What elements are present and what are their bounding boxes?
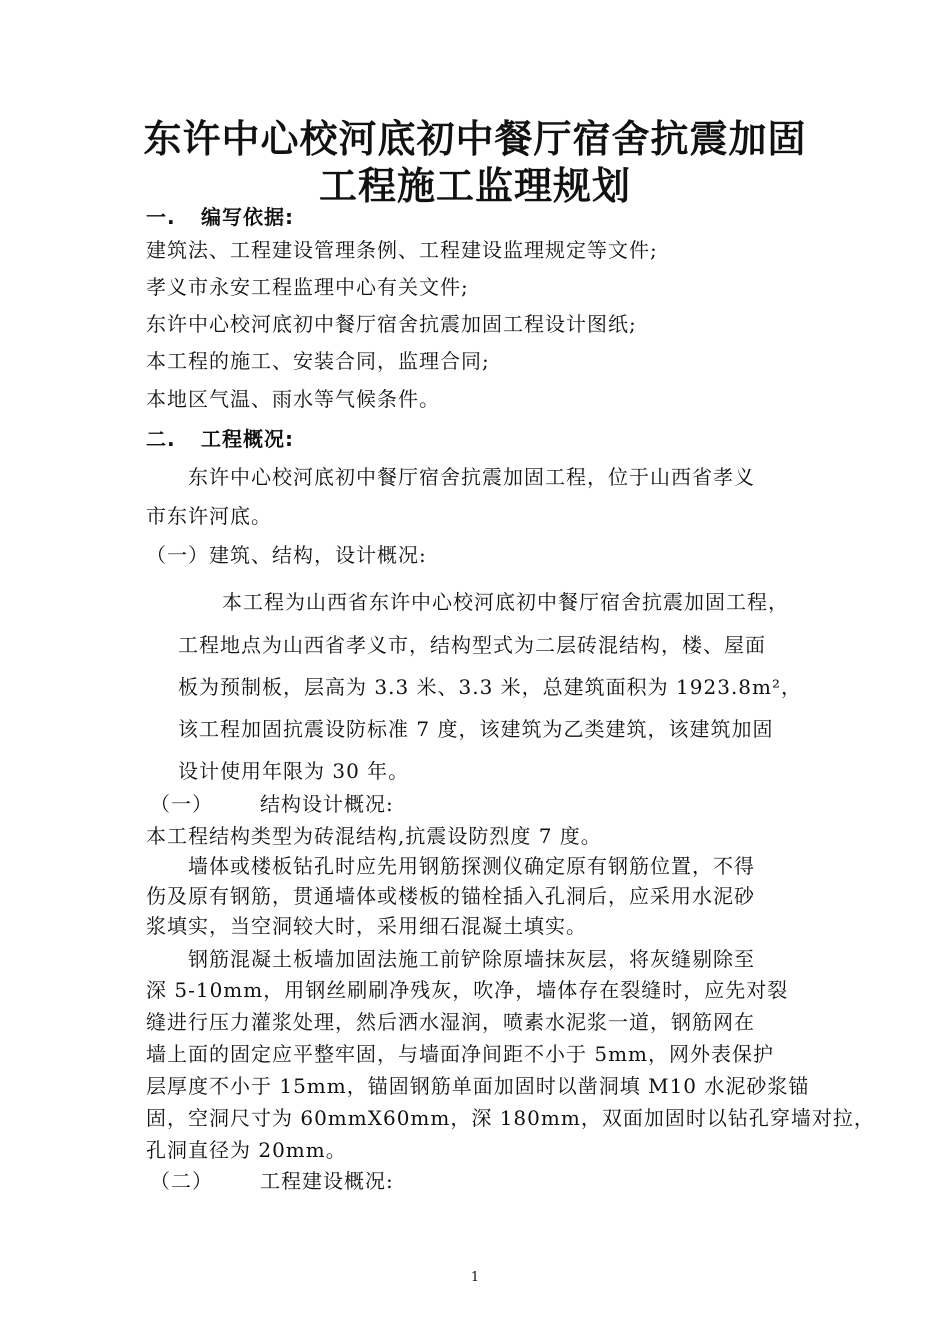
subsection-architecture-heading: （一）建筑、结构，设计概况: [146,543,427,567]
reinforcement-paragraph-line: 墙上面的固定应平整牢固，与墙面净间距不小于 5mm，网外表保护 [146,1042,775,1066]
subsection-structure-heading [150,789,394,819]
page-number: 1 [470,1270,480,1285]
drilling-paragraph-line: 浆填实，当空洞较大时，采用细石混凝土填实。 [146,914,587,938]
overview-line: 东许中心校河底初中餐厅宿舍抗震加固工程，位于山西省孝义 [188,465,755,489]
basis-item: 东许中心校河底初中餐厅宿舍抗震加固工程设计图纸; [146,312,637,336]
section-1-heading [146,202,294,232]
subsection-construction-title: 工程建设概况: [260,1169,394,1193]
design-overview-line: 板为预制板，层高为 3.3 米、3.3 米，总建筑面积为 1923.8m²， [178,675,803,699]
section-2-title: 工程概况: [201,427,294,451]
drilling-paragraph-line: 伤及原有钢筋，贯通墙体或楼板的锚栓插入孔洞后，应采用水泥砂 [146,884,755,908]
reinforcement-paragraph-line: 孔洞直径为 20mm。 [146,1138,347,1162]
structure-type-line: 本工程结构类型为砖混结构,抗震设防烈度 7 度。 [146,824,602,848]
subsection-structure-title: 结构设计概况: [260,792,394,816]
section-2-number: 二. [146,427,176,451]
section-1-number: 一. [146,205,176,229]
reinforcement-paragraph-line: 钢筋混凝土板墙加固法施工前铲除原墙抹灰层，将灰缝剔除至 [188,947,755,971]
reinforcement-paragraph-line: 缝进行压力灌浆处理，然后洒水湿润，喷素水泥浆一道，钢筋网在 [146,1010,755,1034]
design-overview-line: 本工程为山西省东许中心校河底初中餐厅宿舍抗震加固工程， [222,590,789,614]
basis-item: 本工程的施工、安装合同，监理合同; [146,349,490,373]
design-overview-line: 设计使用年限为 30 年。 [178,759,410,783]
subsection-construction-number: （二） [150,1169,213,1193]
document-title-line-2: 工程施工监理规划 [318,164,631,208]
overview-line: 市东许河底。 [146,504,272,528]
basis-item: 本地区气温、雨水等气候条件。 [146,387,440,411]
subsection-structure-number: （一） [150,792,213,816]
section-2-heading [146,424,294,454]
document-title-line-1: 东许中心校河底初中餐厅宿舍抗震加固 [143,117,807,161]
reinforcement-paragraph-line: 深 5-10mm，用钢丝刷刷净残灰，吹净，墙体存在裂缝时，应先对裂 [146,978,789,1002]
drilling-paragraph-line: 墙体或楼板钻孔时应先用钢筋探测仪确定原有钢筋位置，不得 [188,854,755,878]
section-1-title: 编写依据: [201,205,294,229]
reinforcement-paragraph-line: 层厚度不小于 15mm，锚固钢筋单面加固时以凿洞填 M10 水泥砂浆锚 [146,1074,810,1098]
basis-item: 孝义市永安工程监理中心有关文件; [146,275,469,299]
design-overview-line: 工程地点为山西省孝义市，结构型式为二层砖混结构，楼、屋面 [178,633,766,657]
subsection-construction-heading [150,1166,394,1196]
reinforcement-paragraph-line: 固，空洞尺寸为 60mmX60mm，深 180mm，双面加固时以钻孔穿墙对拉， [146,1106,875,1130]
design-overview-line: 该工程加固抗震设防标准 7 度，该建筑为乙类建筑，该建筑加固 [178,717,774,741]
basis-item: 建筑法、工程建设管理条例、工程建设监理规定等文件; [146,238,658,262]
